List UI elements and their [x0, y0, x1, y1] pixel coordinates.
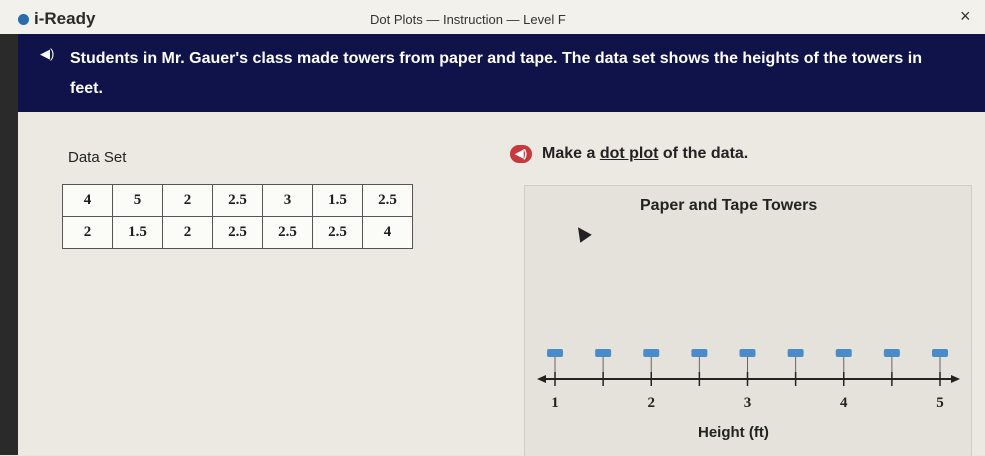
- tick-label: 1: [551, 395, 559, 411]
- dot-plot-link[interactable]: dot plot: [599, 145, 659, 162]
- table-cell: 4: [63, 185, 113, 217]
- tick-label: 3: [743, 395, 752, 411]
- table-cell: 2: [63, 217, 113, 249]
- axis-arrow-right: [951, 375, 960, 383]
- dot-stacker-handle[interactable]: [547, 349, 563, 357]
- tick-label: 2: [647, 395, 655, 411]
- dot-stacker-handle[interactable]: [788, 349, 804, 357]
- dot-stacker-handle[interactable]: [740, 349, 756, 357]
- table-cell: 3: [263, 185, 313, 217]
- table-cell: 1.5: [113, 217, 163, 249]
- tick-label: 5: [936, 395, 944, 411]
- dot-stacker-handle[interactable]: [691, 349, 707, 357]
- table-cell: 2.5: [213, 217, 263, 249]
- prompt-text: Students in Mr. Gauer's class made towers from paper and tape. The data set shows the heights of the towers in feet.: [70, 50, 922, 97]
- table-cell: 4: [363, 217, 413, 249]
- table-cell: 2.5: [213, 185, 263, 217]
- table-cell: 2: [163, 217, 213, 249]
- dot-stacker-handle[interactable]: [643, 349, 659, 357]
- table-cell: 2.5: [263, 217, 313, 249]
- dot-stacker-handle[interactable]: [595, 349, 611, 357]
- table-cell: 2.5: [363, 185, 413, 217]
- data-set-label: Data Set: [68, 149, 127, 166]
- instruction-prefix: Make a: [542, 145, 600, 162]
- table-cell: 5: [113, 185, 163, 217]
- brand-name: i-Ready: [34, 9, 96, 28]
- tick-label: 4: [840, 395, 848, 411]
- dot-stacker-handle[interactable]: [884, 349, 900, 357]
- plot-title: Paper and Tape Towers: [640, 197, 818, 214]
- axis-arrow-left: [537, 375, 546, 383]
- lesson-title: Dot Plots — Instruction — Level F: [370, 12, 566, 27]
- table-cell: 2: [163, 185, 213, 217]
- table-cell: 2.5: [313, 217, 363, 249]
- table-cell: 1.5: [313, 185, 363, 217]
- x-axis-label: Height (ft): [698, 424, 769, 441]
- speaker-icon[interactable]: ◀): [40, 46, 55, 61]
- instruction-suffix: of the data.: [658, 145, 749, 162]
- speaker-icon[interactable]: ◀): [510, 145, 532, 163]
- close-icon[interactable]: ×: [960, 6, 971, 26]
- dot-stacker-handle[interactable]: [932, 349, 948, 357]
- dot-stacker-handle[interactable]: [836, 349, 852, 357]
